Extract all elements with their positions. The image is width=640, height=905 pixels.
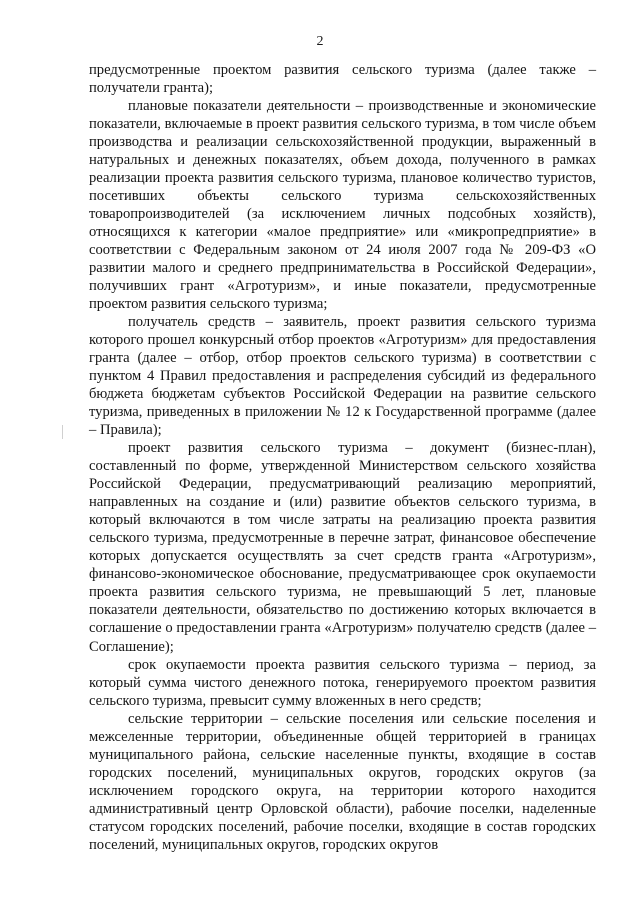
paragraph-tourism-project: проект развития сельского туризма – документ (бизнес-план), составленный по форме, утвержденной Министерством сельского хозяйства Российской Федерации, предусматривающий реализацию мероприятий, направленных на создание и (или) развитие объектов сельского туризма, в который включаются в том числе затраты на реализацию проекта развития сельского туризма, предусмотренные в перечне затрат, финансовое обеспечение которых допускается осуществлять за счет средств гранта «Агротуризм», финансово-экономическое обоснование, предусматривающее срок окупаемости проекта развития сельского туризма, не превышающий 5 лет, плановые показатели деятельности, обязательство по достижению которых включается в соглашение о предоставлении гранта «Агротуризм» получателю средств (далее – Соглашение); [89, 440, 596, 655]
margin-mark [62, 425, 63, 439]
document-body [89, 61, 596, 854]
paragraph-payback-period: срок окупаемости проекта развития сельского туризма – период, за который сумма чистого денежного потока, генерируемого проектом развития сельского туризма, превысит сумму вложенных в него средств; [89, 656, 596, 709]
paragraph-rural-territories: сельские территории – сельские поселения или сельские поселения и межселенные территории, объединенные общей территорией в границах муниципального района, сельские населенные пункты, входящие в состав городских поселений, муниципальных округов, городских округов (за исключением городского округа, на территории которого находится административный центр Орловской области), рабочие поселки, наделенные статусом городских поселений, рабочие поселки, входящие в состав городских поселений, муниципальных округов, городских округов [89, 710, 596, 853]
page-number: 2 [316, 34, 324, 49]
paragraph-grant-recipients: предусмотренные проектом развития сельского туризма (далее также – получатели гранта); [89, 62, 596, 97]
paragraph-planned-indicators: плановые показатели деятельности – производственные и экономические показатели, включаемые в проект развития сельского туризма, в том числе объем производства и реализации сельскохозяйственной продукции, выраженный в натуральных и денежных показателях, объем дохода, полученного в рамках реализации проекта развития сельского туризма, плановое количество туристов, посетивших объекты сельского туризма сельскохозяйственных товаропроизводителей (за исключением личных подсобных хозяйств), относящихся к категории «малое предприятие» или «микропредприятие» в соответствии с Федеральным законом от 24 июля 2007 года № 209-ФЗ «О развитии малого и среднего предпринимательства в Российской Федерации», получивших грант «Агротуризм», и иные показатели, предусмотренные проектом развития сельского туризма; [89, 98, 596, 313]
paragraph-funds-recipient: получатель средств – заявитель, проект развития сельского туризма которого прошел конкурсный отбор проектов «Агротуризм» для предоставления гранта (далее – отбор, отбор проектов сельского туризма) в соответствии с пунктом 4 Правил предоставления и распределения субсидий из федерального бюджета бюджетам субъектов Российской Федерации на развитие сельского туризма, приведенных в приложении № 12 к Государственной программе (далее – Правила); [89, 314, 596, 439]
